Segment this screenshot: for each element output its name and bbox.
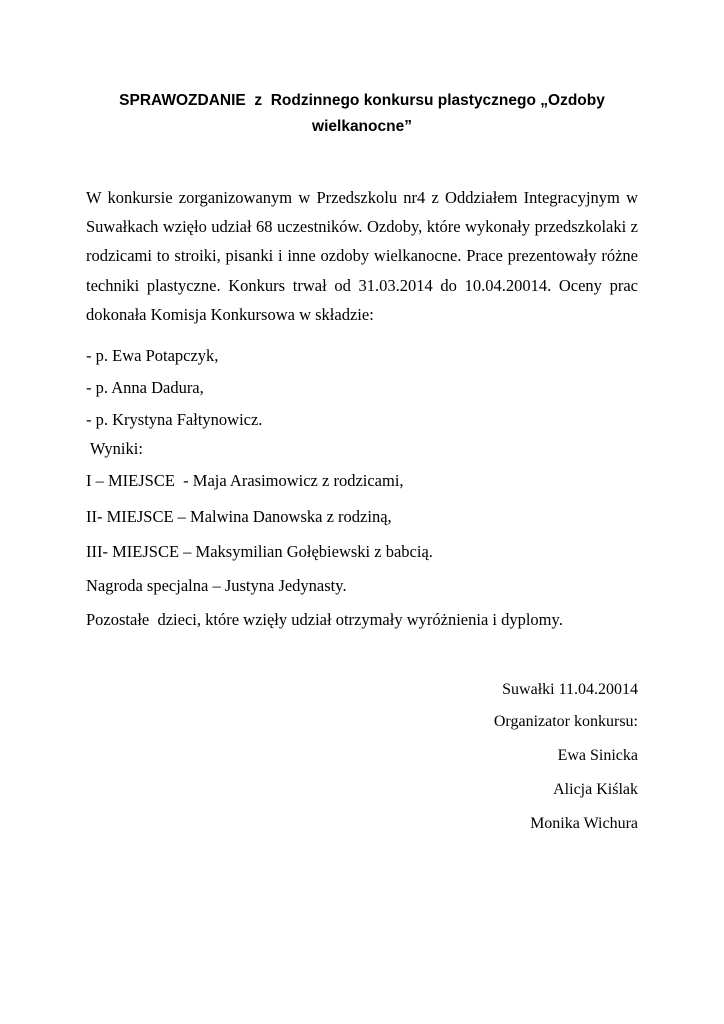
organizer-name: Monika Wichura	[530, 815, 638, 832]
committee-member: - p. Ewa Potapczyk,	[86, 346, 219, 365]
document-title: SPRAWOZDANIE z Rodzinnego konkursu plastycznego „Ozdoby wielkanocne”	[119, 92, 610, 135]
results-label: Wyniki:	[86, 439, 143, 458]
special-award: Nagroda specjalna – Justyna Jedynasty.	[86, 576, 347, 595]
organizer-name: Alicja Kiślak	[553, 781, 638, 798]
committee-member: - p. Anna Dadura,	[86, 378, 204, 397]
intro-paragraph: W konkursie zorganizowanym w Przedszkolu nr4 z Oddziałem Integracyjnym w Suwałkach wzięło udział 68 uczestników. Ozdoby, które wykonały przedszkolaki z rodzicami to stroiki, pisanki i inne ozdoby wielkanocne. Prace prezentowały różne techniki plastyczne. Konkurs trwał od 31.03.2014 do 10.04.20014. Oceny prac dokonała Komisja Konkursowa w składzie:	[86, 188, 638, 324]
closing-statement: Pozostałe dzieci, które wzięły udział otrzymały wyróżnienia i dyplomy.	[86, 610, 563, 629]
result-second-place: II- MIEJSCE – Malwina Danowska z rodziną,	[86, 507, 392, 526]
committee-member: - p. Krystyna Fałtynowicz.	[86, 410, 263, 429]
organizer-name: Ewa Sinicka	[557, 747, 638, 764]
place-and-date: Suwałki 11.04.20014	[502, 681, 638, 698]
result-first-place: I – MIEJSCE - Maja Arasimowicz z rodzicami,	[86, 471, 404, 490]
organizer-label: Organizator konkursu:	[493, 713, 638, 730]
result-third-place: III- MIEJSCE – Maksymilian Gołębiewski z babcią.	[86, 542, 433, 561]
